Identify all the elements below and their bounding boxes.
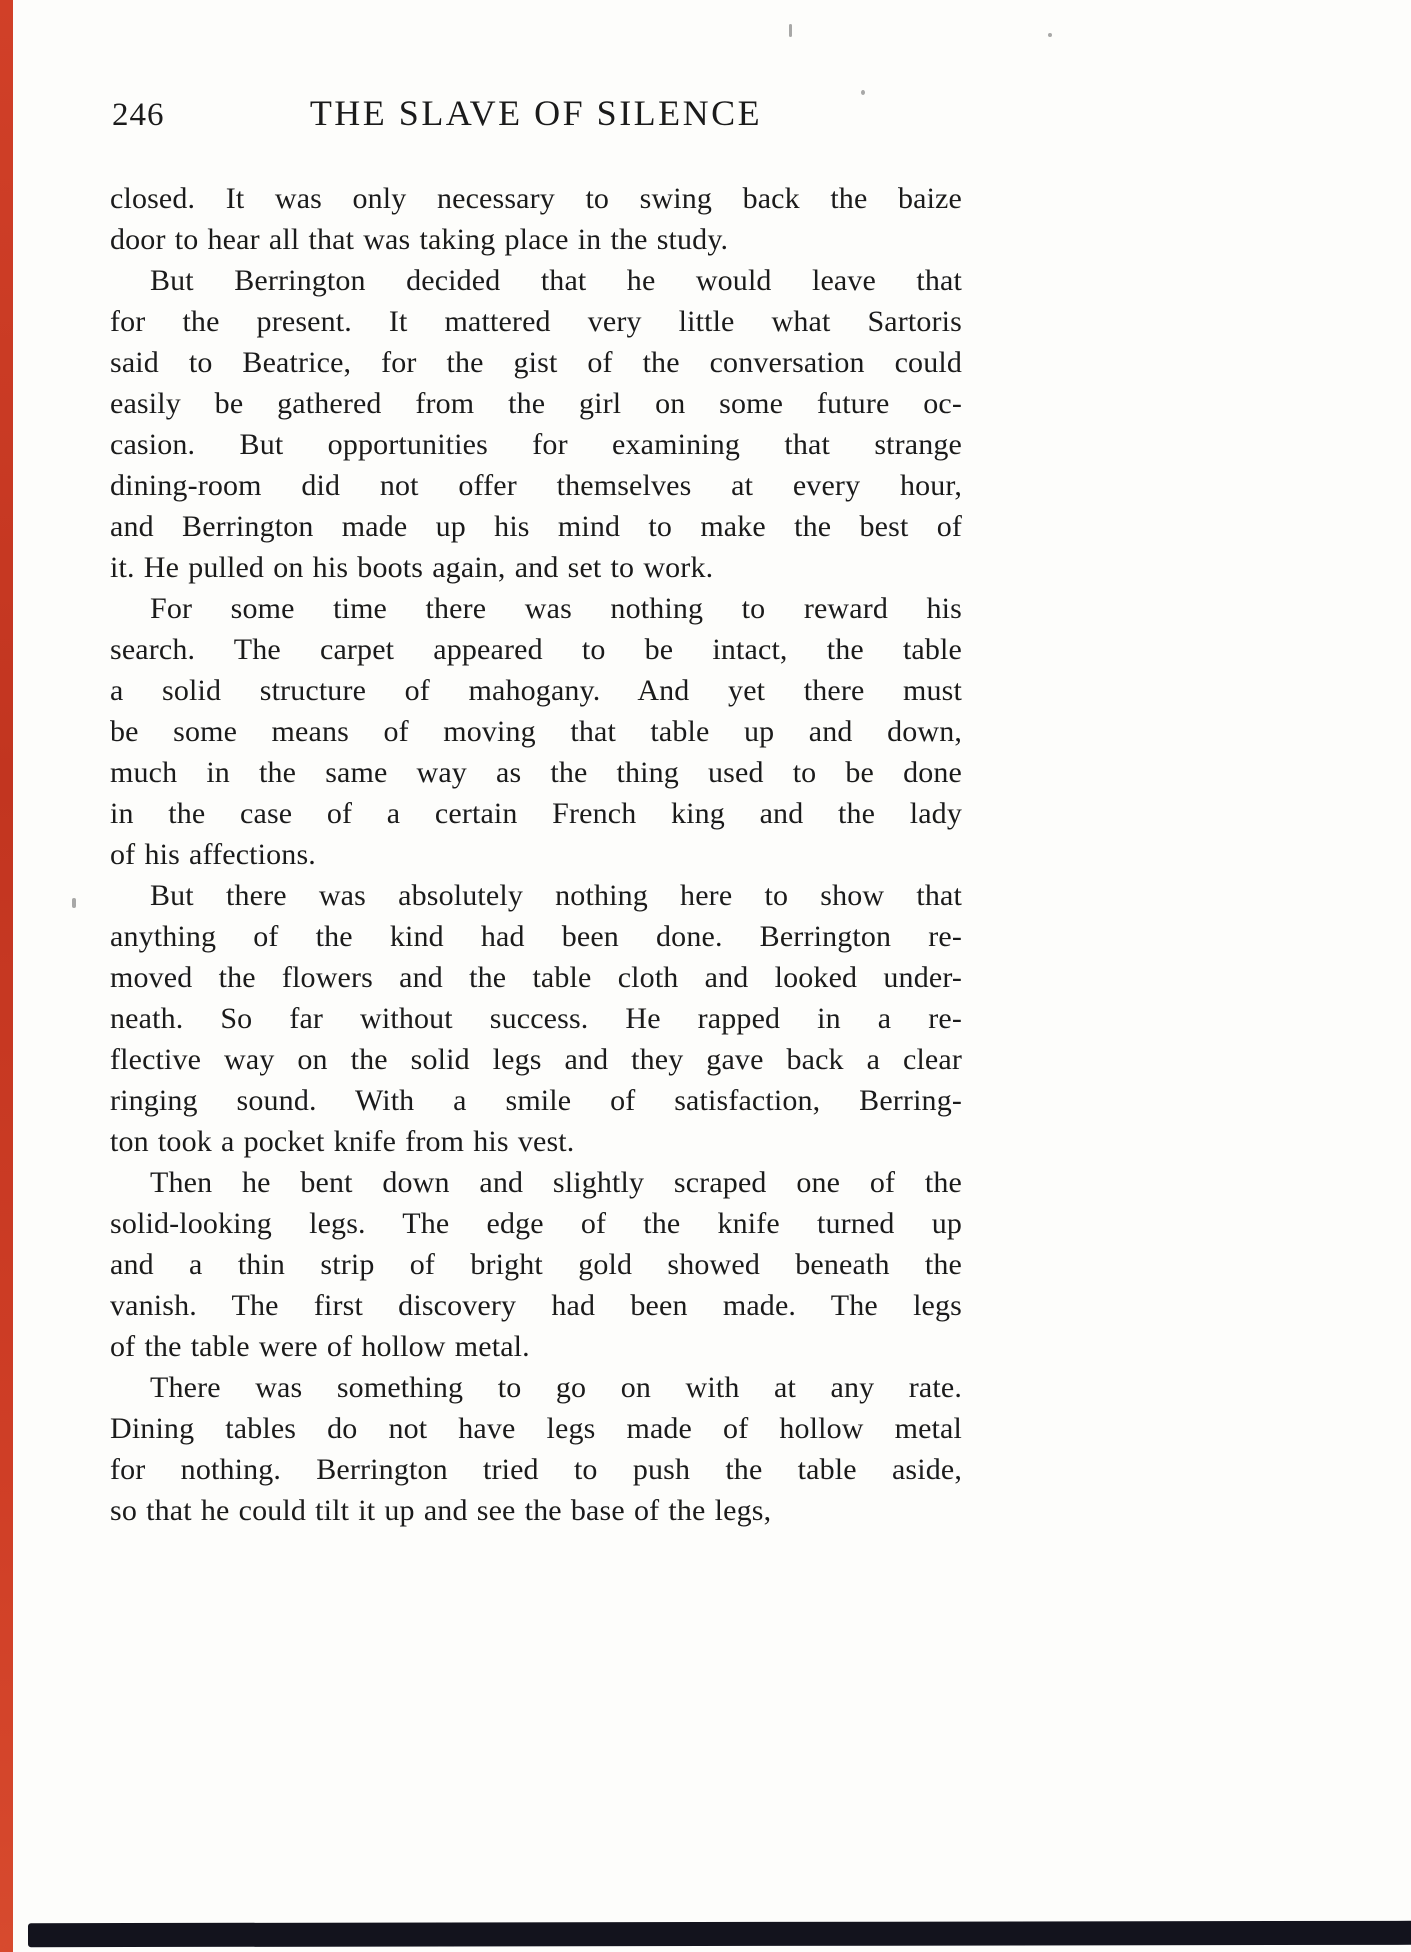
text-line: and a thin strip of bright gold showed beneath the — [110, 1248, 962, 1281]
text-line: Dining tables do not have legs made of hollow metal — [110, 1412, 962, 1445]
text-line: it. He pulled on his boots again, and set to work. — [110, 551, 714, 584]
text-line: There was something to go on with at any rate. — [150, 1371, 962, 1404]
paragraph-4 — [110, 875, 962, 1162]
text-line: neath. So far without success. He rapped in a re- — [110, 1002, 962, 1035]
text-line: door to hear all that was taking place in the study. — [110, 223, 729, 256]
text-line: much in the same way as the thing used to be done — [110, 756, 962, 789]
text-line: so that he could tilt it up and see the base of the legs, — [110, 1494, 772, 1527]
running-header — [110, 92, 962, 140]
text-line: For some time there was nothing to reward his — [150, 592, 962, 625]
text-line: for the present. It mattered very little what Sartoris — [110, 305, 962, 338]
text-line: closed. It was only necessary to swing back the baize — [110, 182, 962, 215]
text-line: moved the flowers and the table cloth and looked under- — [110, 961, 962, 994]
paragraph-5 — [110, 1162, 962, 1367]
text-line: anything of the kind had been done. Berrington re- — [110, 920, 962, 953]
text-line: be some means of moving that table up and down, — [110, 715, 962, 748]
page-content — [110, 92, 962, 1531]
scan-artifact — [1048, 33, 1052, 37]
text-line: easily be gathered from the girl on some future oc- — [110, 387, 962, 420]
page-number: 246 — [112, 97, 165, 133]
text-line: vanish. The first discovery had been made. The legs — [110, 1289, 962, 1322]
paragraph-6 — [110, 1367, 962, 1531]
text-line: ton took a pocket knife from his vest. — [110, 1125, 575, 1158]
text-line: a solid structure of mahogany. And yet there must — [110, 674, 962, 707]
text-line: ringing sound. With a smile of satisfaction, Berring- — [110, 1084, 962, 1117]
paragraph-2 — [110, 260, 962, 588]
scan-artifact — [789, 24, 792, 37]
scan-bottom-edge — [28, 1921, 1411, 1947]
text-line: search. The carpet appeared to be intact, the table — [110, 633, 962, 666]
text-line: for nothing. Berrington tried to push the table aside, — [110, 1453, 962, 1486]
text-line: casion. But opportunities for examining that strange — [110, 428, 962, 461]
scan-edge-stripe — [0, 0, 13, 1952]
text-line: flective way on the solid legs and they gave back a clear — [110, 1043, 962, 1076]
paragraph-1 — [110, 178, 962, 260]
text-line: But there was absolutely nothing here to show that — [150, 879, 962, 912]
text-line: said to Beatrice, for the gist of the conversation could — [110, 346, 962, 379]
text-line: Then he bent down and slightly scraped one of the — [150, 1166, 962, 1199]
text-line: But Berrington decided that he would leave that — [150, 264, 962, 297]
text-line: of his affections. — [110, 838, 316, 871]
paragraph-3 — [110, 588, 962, 875]
page-body — [110, 178, 962, 1531]
scan-artifact — [72, 898, 76, 908]
text-line: dining-room did not offer themselves at every hour, — [110, 469, 962, 502]
text-line: of the table were of hollow metal. — [110, 1330, 530, 1363]
text-line: solid-looking legs. The edge of the knife turned up — [110, 1207, 962, 1240]
text-line: in the case of a certain French king and the lady — [110, 797, 962, 830]
text-line: and Berrington made up his mind to make the best of — [110, 510, 962, 543]
running-header-title: THE SLAVE OF SILENCE — [309, 93, 763, 133]
